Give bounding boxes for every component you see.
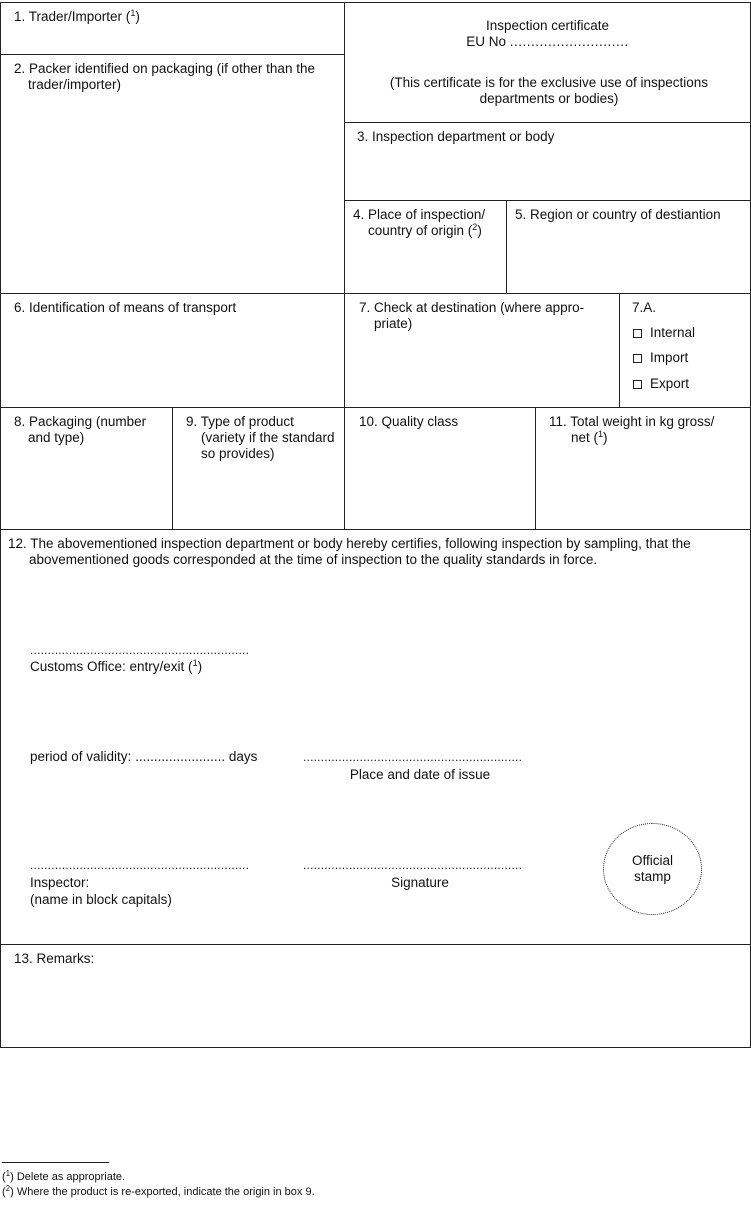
checkbox-internal[interactable]: Internal: [633, 325, 695, 341]
signature-field[interactable]: ..............................................................: [303, 858, 523, 872]
period-of-validity: period of validity: ........................ days: [30, 749, 258, 764]
box-1-label: Trader/Importer (: [28, 9, 131, 24]
box-13-remarks[interactable]: 13. Remarks:: [14, 951, 95, 966]
validity-days-field[interactable]: ........................: [135, 749, 226, 764]
footnote-2: ($^2$) Where the product is re-exported, indicate the origin in box 9.: [2, 1184, 315, 1198]
divider-b3-b4: [344, 200, 751, 201]
box-1-footnote-ref: 1: [130, 8, 136, 18]
checkbox-internal-box[interactable]: [633, 329, 642, 338]
divider-b8-b9: [172, 407, 173, 530]
signature-label: Signature: [391, 875, 449, 890]
box-1-number: 1.: [14, 9, 26, 24]
customs-office-field[interactable]: ..............................................................: [30, 643, 250, 657]
place-date-label: Place and date of issue: [349, 767, 491, 782]
divider-b7-b7a: [619, 293, 620, 408]
box-3-inspection-body[interactable]: 3. Inspection department or body: [357, 129, 555, 144]
box-8-packaging[interactable]: 8. Packaging (number and type): [14, 414, 147, 445]
border-top: [0, 2, 751, 3]
box-7-check-destination[interactable]: 7. Check at destination (where appro- priate): [359, 300, 585, 331]
box-2-number: 2.: [14, 61, 26, 76]
box-4-place-of-inspection[interactable]: 4. Place of inspection/ country of origin ($^2$): [353, 207, 486, 238]
divider-header-b3: [344, 122, 751, 123]
divider-row-12: [0, 529, 751, 530]
box-2-label: Packer identified on packaging (if other than the trader/importer): [28, 61, 315, 92]
checkbox-export[interactable]: Export: [633, 376, 689, 392]
divider-row-13: [0, 944, 751, 945]
box-9-product-type[interactable]: 9. Type of product (variety if the standard so provides): [186, 414, 335, 461]
inspector-name-field[interactable]: ..............................................................: [30, 858, 250, 872]
footnote-separator: [2, 1162, 109, 1163]
box-11-total-weight[interactable]: 11. Total weight in kg gross/ net ($^1$): [549, 414, 715, 445]
certificate-usage-note: (This certificate is for the exclusive use of inspections departments or bodies): [389, 75, 709, 106]
border-bottom: [0, 1047, 751, 1048]
divider-b1-b2: [0, 54, 345, 55]
customs-office-label: Customs Office: entry/exit ($^1$): [30, 658, 203, 674]
checkbox-export-box[interactable]: [633, 380, 642, 389]
checkbox-import[interactable]: Import: [633, 350, 688, 366]
divider-b10-b11: [535, 407, 536, 530]
border-left: [0, 2, 1, 1048]
certificate-title: Inspection certificate: [485, 18, 610, 33]
box-5-destination[interactable]: 5. Region or country of destiantion: [515, 207, 721, 222]
certificate-header: [344, 18, 751, 50]
eu-number-line[interactable]: EU No ............................: [466, 34, 629, 49]
checkbox-import-box[interactable]: [633, 354, 642, 363]
box-7a-label: 7.A.: [632, 300, 657, 315]
divider-row-6: [0, 293, 751, 294]
official-stamp-circle: Official stamp: [603, 823, 702, 915]
divider-b4-b5: [506, 200, 507, 294]
footnote-1: ($^1$) Delete as appropriate.: [2, 1169, 126, 1183]
box-10-quality-class[interactable]: 10. Quality class: [359, 414, 459, 429]
box-2-packer[interactable]: [14, 61, 346, 93]
box-1-trader-importer[interactable]: 1. Trader/Importer ($^1$): [14, 8, 140, 24]
divider-row-8: [0, 407, 751, 408]
inspector-sublabel: (name in block capitals): [30, 892, 172, 907]
box-6-transport[interactable]: 6. Identification of means of transport: [14, 300, 237, 315]
inspector-label: Inspector:: [30, 875, 90, 890]
place-date-field[interactable]: ..............................................................: [303, 750, 523, 764]
box-12-certification-text: 12. The abovementioned inspection department or body hereby certifies, following inspection by sampling, that the abovementioned goods corresponded at the time of inspection to the quality standards in force.: [8, 536, 691, 567]
